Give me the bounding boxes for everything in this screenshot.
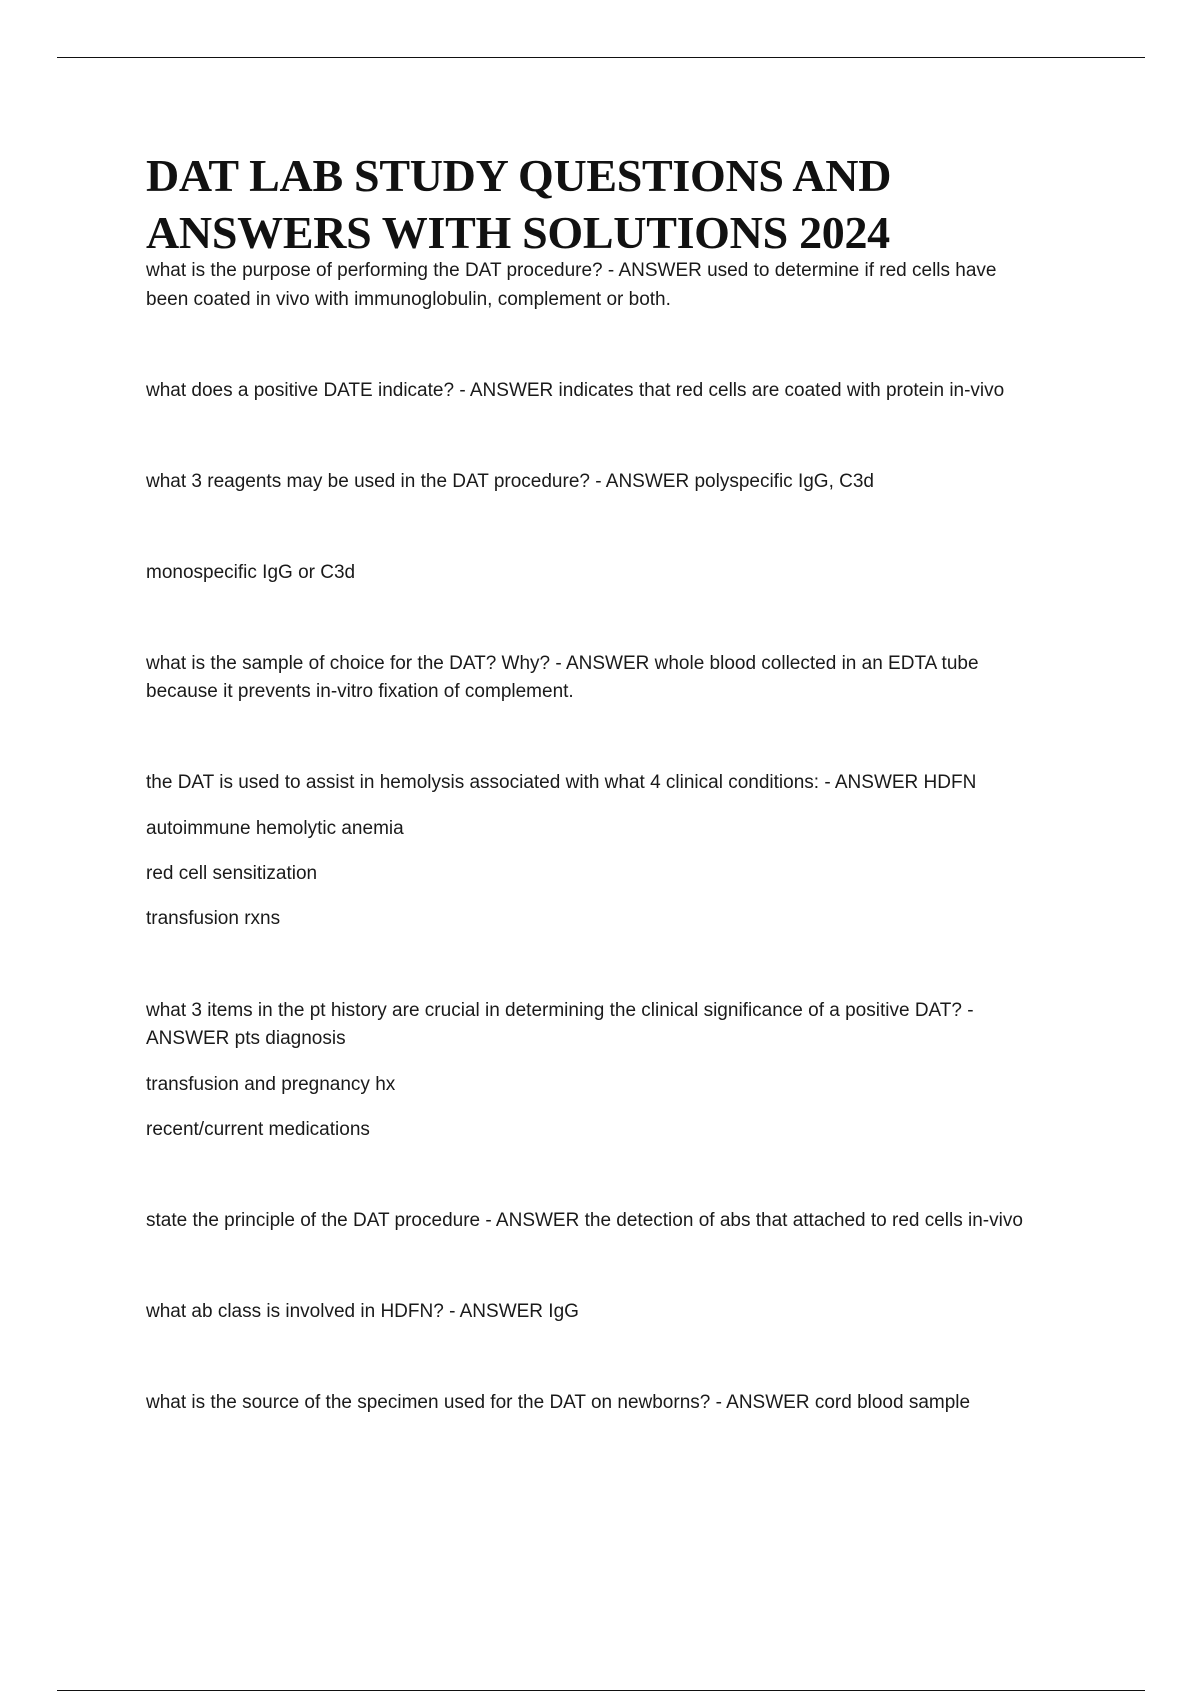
qa-1-line-1: what is the purpose of performing the DAT procedure? - ANSWER used to determine if red cells have: [146, 260, 997, 281]
qa-6-line-4: recent/current medications: [146, 1119, 370, 1140]
qa-4-line-1: what is the sample of choice for the DAT? Why? - ANSWER whole blood collected in an EDTA tube: [146, 653, 979, 674]
qa-9-line-1: what is the source of the specimen used for the DAT on newborns? - ANSWER cord blood sample: [146, 1392, 971, 1413]
qa-1-line-2: been coated in vivo with immunoglobulin, complement or both.: [146, 289, 671, 310]
bottom-rule: [57, 1690, 1145, 1691]
qa-5-line-3: red cell sensitization: [146, 863, 318, 884]
title-line-1: DAT LAB STUDY QUESTIONS AND: [146, 150, 892, 201]
qa-3-line-2: monospecific IgG or C3d: [146, 562, 356, 583]
document-title: [146, 147, 891, 261]
qa-3-line-1: what 3 reagents may be used in the DAT procedure? - ANSWER polyspecific IgG, C3d: [146, 471, 874, 492]
title-line-2: ANSWERS WITH SOLUTIONS 2024: [146, 207, 890, 258]
qa-7-line-1: state the principle of the DAT procedure - ANSWER the detection of abs that attached to red cells in-vivo: [146, 1210, 1023, 1231]
qa-5-line-4: transfusion rxns: [146, 908, 281, 929]
qa-2-line-1: what does a positive DATE indicate? - ANSWER indicates that red cells are coated with protein in-vivo: [146, 380, 1005, 401]
top-rule: [57, 57, 1145, 58]
qa-4-line-2: because it prevents in-vitro fixation of complement.: [146, 681, 574, 702]
qa-5-line-2: autoimmune hemolytic anemia: [146, 818, 404, 839]
qa-8-line-1: what ab class is involved in HDFN? - ANSWER IgG: [146, 1301, 579, 1322]
qa-6-line-2: ANSWER pts diagnosis: [146, 1028, 346, 1049]
qa-6-line-1: what 3 items in the pt history are crucial in determining the clinical significance of a positive DAT? -: [146, 1000, 974, 1021]
qa-6-line-3: transfusion and pregnancy hx: [146, 1074, 396, 1095]
qa-5-line-1: the DAT is used to assist in hemolysis associated with what 4 clinical conditions: - ANSWER HDFN: [146, 772, 977, 793]
